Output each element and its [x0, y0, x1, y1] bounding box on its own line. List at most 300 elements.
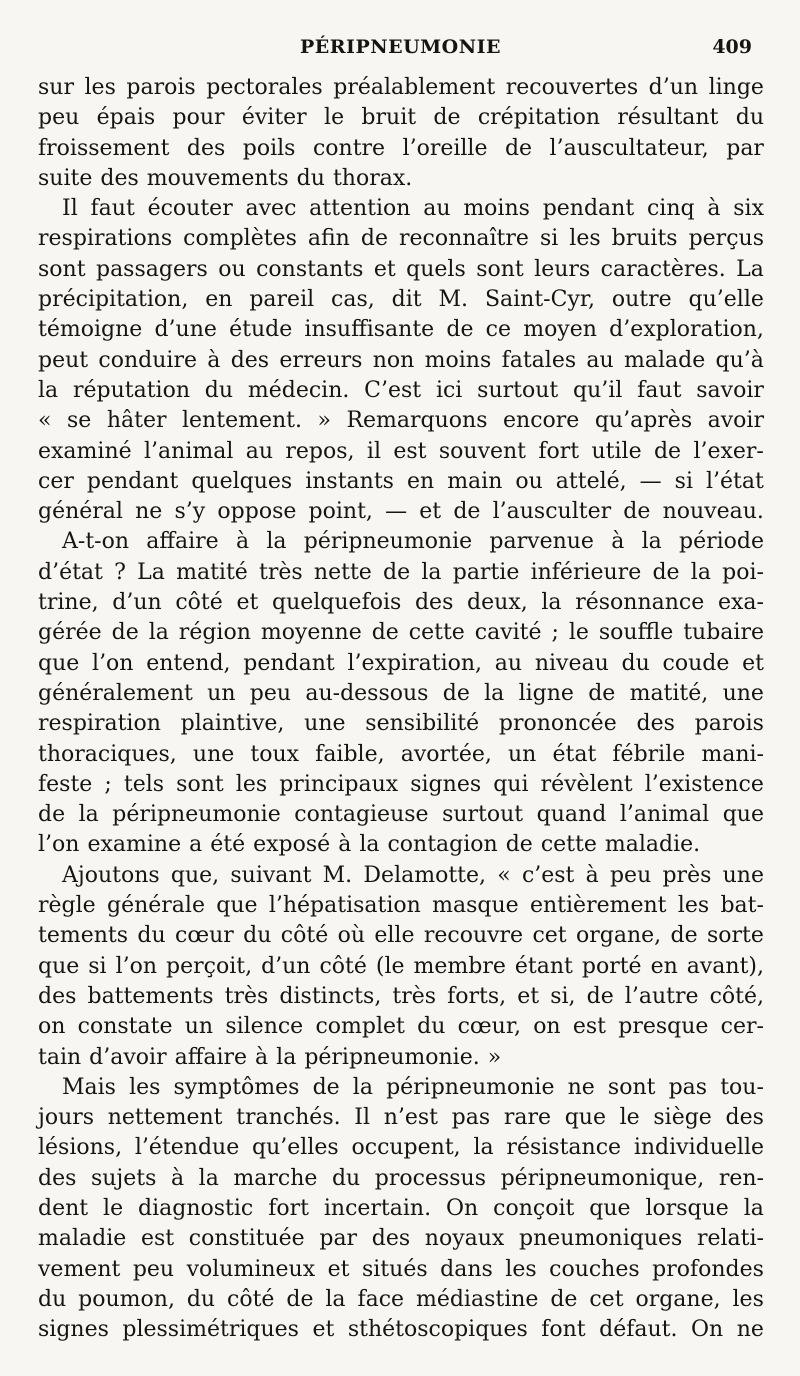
word: à	[170, 1165, 185, 1191]
word: deux,	[467, 590, 528, 616]
word: silence	[225, 1014, 304, 1040]
word: s’y	[174, 499, 206, 525]
word: ou	[218, 256, 246, 282]
word: constituée	[188, 1226, 305, 1252]
word: du	[204, 377, 234, 403]
word: face	[357, 1286, 405, 1312]
text-line	[38, 649, 764, 679]
word: Il	[354, 1105, 371, 1131]
word: de	[442, 680, 470, 706]
word: bruit	[361, 105, 417, 131]
word: linge	[708, 75, 764, 100]
text-line	[38, 1073, 764, 1103]
word: complet	[315, 1014, 405, 1040]
word: de	[446, 317, 474, 343]
word: si	[674, 468, 693, 494]
word: à	[255, 1044, 269, 1070]
word: plaintive,	[180, 711, 285, 737]
running-head	[0, 36, 800, 66]
word: l’animal	[619, 802, 710, 828]
text-line	[38, 437, 764, 467]
word: le	[568, 620, 589, 646]
text-line	[38, 1315, 764, 1345]
text-line	[38, 194, 764, 224]
word: noyaux	[424, 1226, 505, 1252]
text-line	[38, 709, 764, 739]
word: du	[621, 650, 650, 676]
word: étude	[229, 317, 293, 343]
text-line	[38, 1285, 764, 1315]
word: quels	[406, 256, 466, 282]
word: des	[230, 347, 270, 373]
word: tranchés.	[236, 1105, 341, 1131]
word: l’expiration,	[347, 650, 483, 676]
word: vement	[38, 1256, 121, 1282]
word: un	[184, 1014, 214, 1040]
word: les	[505, 1256, 537, 1282]
word: processus	[374, 1165, 487, 1191]
word: côté	[227, 1286, 275, 1312]
word: cer	[38, 468, 74, 494]
word: à	[338, 832, 352, 858]
word: de	[550, 1286, 578, 1312]
text-line	[38, 1224, 764, 1254]
word: que	[216, 893, 258, 919]
word: ren-	[718, 1165, 764, 1191]
word: ?	[114, 559, 126, 585]
word: font	[541, 1317, 586, 1343]
word: ;	[551, 620, 559, 646]
text-line	[38, 467, 764, 497]
word: des	[371, 1226, 411, 1252]
word: sensibilité	[365, 711, 480, 737]
word: les	[235, 771, 268, 797]
word: période	[678, 529, 764, 555]
word: de	[383, 559, 411, 585]
word: maladie	[38, 1226, 127, 1252]
word: poils	[242, 135, 296, 161]
word: suivant	[230, 862, 312, 888]
word: précipitation,	[38, 287, 189, 313]
word: faut	[637, 377, 682, 403]
word: se	[66, 408, 92, 434]
word: le	[103, 1195, 124, 1221]
word: péripneumonie	[112, 802, 281, 828]
word: toux	[250, 741, 300, 767]
word: l’animal	[144, 438, 234, 464]
text-line	[38, 921, 764, 951]
word: six	[733, 196, 764, 222]
word: principaux	[279, 771, 399, 797]
word: ne	[135, 499, 163, 525]
word: éviter	[241, 105, 307, 131]
word: reconnaître	[398, 226, 529, 252]
word: situés	[361, 1256, 428, 1282]
word: générale	[106, 893, 205, 919]
word: constants	[256, 256, 364, 282]
word: péripneumonie	[303, 529, 473, 555]
word: avoir	[707, 408, 764, 434]
word: attelé,	[555, 468, 627, 494]
word: la	[78, 802, 99, 828]
word: fort	[268, 1195, 309, 1221]
word: côté	[319, 953, 367, 979]
word: masque	[432, 893, 519, 919]
text-line	[38, 73, 764, 103]
word: peu	[249, 680, 292, 706]
word: du	[735, 105, 764, 131]
word: respiration	[38, 711, 161, 737]
word: de	[433, 105, 461, 131]
word: ne	[567, 1074, 595, 1100]
word: et	[327, 1256, 350, 1282]
word: la	[198, 1165, 219, 1191]
word: que,	[170, 862, 220, 888]
word: souvent	[438, 438, 527, 464]
word: les	[732, 1286, 764, 1312]
page-number: 409	[712, 36, 752, 58]
word: la	[148, 620, 169, 646]
word: d’un	[261, 953, 311, 979]
word: médecin.	[247, 377, 350, 403]
word: attention	[309, 196, 411, 222]
word: généralement	[38, 680, 193, 706]
word: lorsque	[645, 1195, 729, 1221]
word: parois	[694, 711, 764, 737]
word: pneumoniques	[519, 1226, 683, 1252]
word: ou	[515, 468, 543, 494]
word: à	[585, 862, 599, 888]
word: péripneumonie.	[304, 1044, 480, 1070]
word: des	[38, 983, 77, 1009]
word: —	[639, 468, 662, 494]
word: moyen	[523, 317, 597, 343]
word: cas,	[331, 287, 375, 313]
word: tels	[123, 771, 165, 797]
word: moins	[463, 196, 530, 222]
word: de	[670, 923, 698, 949]
word: thorax.	[332, 165, 413, 191]
word: outre	[611, 287, 672, 313]
word: porté	[581, 953, 642, 979]
word: respirations	[38, 226, 173, 252]
word: repos,	[285, 438, 355, 464]
word: des	[38, 1165, 77, 1191]
word: signes	[410, 771, 482, 797]
word: savoir	[696, 377, 764, 403]
word: complètes	[183, 226, 297, 252]
word: du	[38, 1286, 67, 1312]
word: contre	[312, 135, 386, 161]
word: si,	[550, 983, 576, 1009]
word: la	[641, 529, 662, 555]
word: caractères.	[600, 256, 726, 282]
word: occupent,	[351, 1135, 461, 1161]
word: ici	[435, 377, 463, 403]
text-line	[38, 1164, 764, 1194]
word: surtout	[477, 377, 559, 403]
word: peut	[38, 347, 89, 373]
word: qui	[493, 771, 529, 797]
word: dit	[391, 287, 422, 313]
word: du	[331, 1165, 361, 1191]
word: utile	[591, 438, 642, 464]
word: la	[359, 832, 380, 858]
word: la	[743, 1195, 764, 1221]
word: un	[508, 741, 537, 767]
word: avant),	[686, 953, 764, 979]
word: des	[636, 711, 675, 737]
word: résonnance	[575, 590, 705, 616]
word: jours	[38, 1105, 95, 1131]
word: sont	[176, 771, 224, 797]
word: —	[385, 499, 408, 525]
word: pendant	[86, 468, 179, 494]
word: encore	[503, 408, 580, 434]
word: C’est	[364, 377, 422, 403]
word: en	[650, 953, 678, 979]
word: passagers	[95, 256, 208, 282]
word: Remarquons	[346, 408, 488, 434]
word: une	[192, 741, 235, 767]
word: on	[533, 1014, 561, 1040]
word: tou-	[720, 1074, 764, 1100]
word: d’une	[154, 317, 217, 343]
word: parois	[126, 75, 196, 100]
word: pas	[451, 1105, 491, 1131]
text-line	[38, 1103, 764, 1133]
word: la	[276, 1044, 297, 1070]
word: résultant	[617, 105, 719, 131]
word: leurs	[534, 256, 591, 282]
text-line	[38, 1194, 764, 1224]
word: matité	[176, 559, 248, 585]
text-line	[38, 285, 764, 315]
word: et	[517, 983, 540, 1009]
word: perçus	[688, 226, 764, 252]
word: fébrile	[612, 741, 686, 767]
word: à	[235, 529, 250, 555]
word: on	[38, 1014, 66, 1040]
word: On	[446, 1195, 479, 1221]
word: erreurs	[279, 347, 363, 373]
word: préalablement	[333, 75, 496, 100]
word: de	[586, 983, 614, 1009]
word: la	[473, 1135, 494, 1161]
word: inférieure	[530, 559, 642, 585]
word: pendant	[542, 196, 635, 222]
word: que	[38, 650, 80, 676]
word: gérée	[38, 620, 102, 646]
word: une	[304, 711, 346, 737]
word: le	[619, 1105, 640, 1131]
word: Delamotte,	[363, 862, 487, 888]
word: rare	[503, 1105, 552, 1131]
text-line	[38, 164, 764, 194]
word: étant	[514, 953, 573, 979]
word: un	[207, 680, 236, 706]
text-line	[38, 558, 764, 588]
word: qu’elle	[688, 287, 764, 313]
word: Ajoutons	[62, 862, 160, 888]
word: elle	[374, 923, 415, 949]
word: l’auscultateur,	[549, 135, 709, 161]
word: M.	[322, 862, 353, 888]
word: entend,	[146, 650, 231, 676]
word: péripneumonie	[386, 1074, 555, 1100]
word: dent	[38, 1195, 89, 1221]
word: au	[494, 650, 523, 676]
word: la	[484, 680, 505, 706]
word: la	[690, 559, 711, 585]
word: M.	[438, 287, 469, 313]
word: hâter	[106, 408, 167, 434]
word: une	[722, 862, 764, 888]
word: quelques	[191, 468, 293, 494]
word: contagieuse	[294, 802, 429, 828]
word: cœur,	[457, 1014, 521, 1040]
word: par	[726, 135, 764, 161]
word: défaut.	[599, 1317, 678, 1343]
word: le	[324, 105, 345, 131]
word: sont	[607, 1074, 656, 1100]
word: des	[725, 1105, 764, 1131]
text-line	[38, 1133, 764, 1163]
word: écouter	[147, 196, 233, 222]
word: conduire	[98, 347, 197, 373]
word: quand	[536, 802, 607, 828]
word: de	[312, 1074, 340, 1100]
word: révèlent	[540, 771, 633, 797]
text-line	[38, 952, 764, 982]
word: très	[224, 983, 269, 1009]
word: cette	[408, 620, 465, 646]
word: il	[366, 438, 381, 464]
word: en	[205, 287, 233, 313]
word: moyenne	[260, 620, 362, 646]
word: région	[178, 620, 251, 646]
word: nouveau.	[662, 499, 764, 525]
word: sorte	[706, 923, 764, 949]
word: pas	[668, 1074, 708, 1100]
word: partie	[452, 559, 520, 585]
word: une	[722, 680, 764, 706]
word: pour	[172, 105, 225, 131]
word: examine	[87, 832, 182, 858]
word: nette	[313, 559, 372, 585]
word: malade	[624, 347, 706, 373]
word: mani-	[701, 741, 764, 767]
word: niveau	[534, 650, 609, 676]
word: des	[414, 590, 454, 616]
word: faut	[90, 196, 135, 222]
word: bruits	[611, 226, 678, 252]
word: nettement	[107, 1105, 223, 1131]
word: l’hépatisation	[268, 893, 421, 919]
word: d’exploration,	[609, 317, 764, 343]
word: de	[453, 499, 481, 525]
word: en	[406, 468, 435, 494]
word: des	[186, 135, 226, 161]
word: organe,	[635, 1286, 721, 1312]
word: tubaire	[683, 620, 764, 646]
word: la	[266, 529, 287, 555]
word: cer-	[720, 1014, 764, 1040]
word: si	[539, 226, 559, 252]
word: général	[38, 499, 123, 525]
word: témoigne	[38, 317, 143, 343]
word: poi-	[722, 559, 764, 585]
word: affaire	[146, 529, 219, 555]
word: crépitation	[477, 105, 601, 131]
word: d’avoir	[89, 1044, 167, 1070]
word: avortée,	[400, 741, 492, 767]
word: d’un	[112, 590, 162, 616]
word: a	[189, 832, 203, 858]
word: qu’il	[573, 377, 623, 403]
word: thoraciques,	[38, 741, 177, 767]
word: ne	[736, 1317, 764, 1343]
word: de	[360, 226, 388, 252]
word: organe,	[576, 923, 662, 949]
word: l’étendue	[134, 1135, 240, 1161]
word: du	[417, 1014, 446, 1040]
word: l’exer-	[693, 438, 764, 464]
text-line	[38, 1012, 764, 1042]
word: Saint-Cyr,	[484, 287, 595, 313]
word: presque	[618, 1014, 709, 1040]
text-line	[38, 527, 764, 557]
word: fatales	[501, 347, 577, 373]
word: n’est	[383, 1105, 438, 1131]
word: les	[84, 75, 116, 100]
word: avec	[245, 196, 297, 222]
word: côté	[175, 590, 223, 616]
word: «	[497, 862, 511, 888]
word: l’autre	[624, 983, 699, 1009]
word: oppose	[217, 499, 297, 525]
word: est	[393, 438, 427, 464]
word: du	[243, 923, 272, 949]
word: qu’après	[594, 408, 693, 434]
word: siège	[653, 1105, 712, 1131]
word: pareil	[249, 287, 315, 313]
word: recouvertes	[505, 75, 639, 100]
word: résistance	[506, 1135, 622, 1161]
word: que	[589, 1195, 631, 1221]
word: de	[653, 438, 682, 464]
word: froissement	[38, 135, 170, 161]
word: cet	[589, 1286, 624, 1312]
word: dans	[440, 1256, 493, 1282]
word: la	[352, 1074, 373, 1100]
word: sujets	[90, 1165, 157, 1191]
word: »	[487, 1044, 502, 1070]
word: recouvre	[423, 923, 524, 949]
word: qu’à	[715, 347, 764, 373]
word: insuffisante	[304, 317, 435, 343]
word: distincts,	[279, 983, 382, 1009]
word: afin	[307, 226, 350, 252]
word: cette	[540, 832, 597, 858]
text-line	[38, 103, 764, 133]
word: est	[140, 1226, 175, 1252]
word: au	[586, 347, 614, 373]
word: de	[623, 499, 651, 525]
word: cœur	[175, 923, 234, 949]
word: l’état	[706, 468, 764, 494]
word: instants	[305, 468, 394, 494]
